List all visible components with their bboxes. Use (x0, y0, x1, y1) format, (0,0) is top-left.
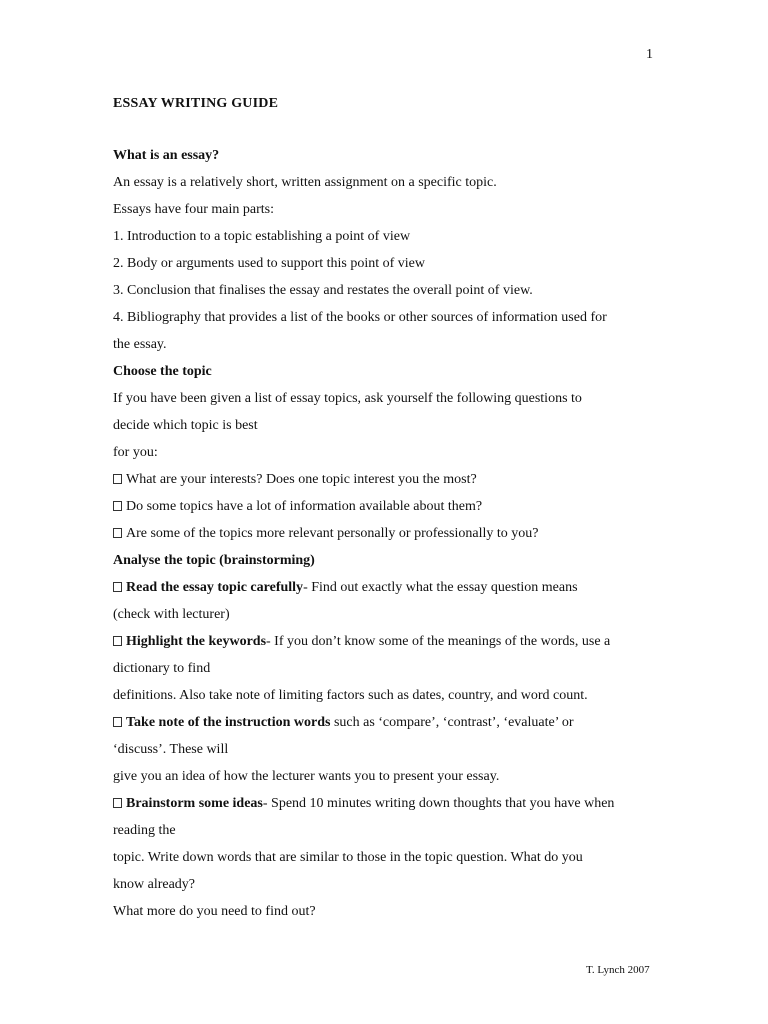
document-body (113, 90, 653, 925)
footer-credit: T. Lynch 2007 (586, 964, 650, 976)
paragraph-line: the essay. (113, 337, 167, 352)
bullet-text: What are your interests? Does one topic interest you the most? (126, 472, 477, 487)
paragraph-line: reading the (113, 823, 176, 838)
section-heading-analyse: Analyse the topic (brainstorming) (113, 553, 315, 568)
bullet-text: - Find out exactly what the essay question means (303, 580, 578, 595)
paragraph-line: for you: (113, 445, 158, 460)
bullet-text: - If you don’t know some of the meanings of the words, use a (266, 634, 611, 649)
paragraph-line: definitions. Also take note of limiting factors such as dates, country, and word count. (113, 688, 588, 703)
bullet-item (113, 493, 653, 520)
paragraph-line: dictionary to find (113, 661, 211, 676)
list-item: 3. Conclusion that finalises the essay and restates the overall point of view. (113, 283, 533, 298)
bullet-text: Do some topics have a lot of information available about them? (126, 499, 483, 514)
bullet-lead: Brainstorm some ideas (126, 796, 263, 811)
bullet-item (113, 790, 653, 817)
bullet-text: such as ‘compare’, ‘contrast’, ‘evaluate’ or (330, 715, 574, 730)
bullet-text: - Spend 10 minutes writing down thoughts that you have when (262, 796, 615, 811)
bullet-item (113, 520, 653, 547)
document-title: ESSAY WRITING GUIDE (113, 96, 279, 111)
list-item: 4. Bibliography that provides a list of the books or other sources of information used for (113, 310, 607, 325)
paragraph-line: An essay is a relatively short, written assignment on a specific topic. (113, 175, 497, 190)
bullet-box-icon (113, 798, 122, 808)
bullet-box-icon (113, 501, 122, 511)
bullet-box-icon (113, 636, 122, 646)
paragraph-line: (check with lecturer) (113, 607, 230, 622)
bullet-box-icon (113, 717, 122, 727)
bullet-lead: Read the essay topic carefully (126, 580, 304, 595)
bullet-box-icon (113, 528, 122, 538)
list-item: 2. Body or arguments used to support this point of view (113, 256, 425, 271)
bullet-lead: Take note of the instruction words (126, 715, 331, 730)
bullet-item (113, 574, 653, 601)
section-heading-what-is: What is an essay? (113, 148, 220, 163)
page-number: 1 (646, 47, 653, 62)
paragraph-line: know already? (113, 877, 196, 892)
paragraph-line: Essays have four main parts: (113, 202, 274, 217)
paragraph-line: If you have been given a list of essay topics, ask yourself the following questions to (113, 391, 582, 406)
bullet-item (113, 709, 653, 736)
bullet-item (113, 466, 653, 493)
list-item: 1. Introduction to a topic establishing a point of view (113, 229, 411, 244)
bullet-item (113, 628, 653, 655)
bullet-box-icon (113, 582, 122, 592)
section-heading-choose: Choose the topic (113, 364, 212, 379)
paragraph-line: decide which topic is best (113, 418, 258, 433)
bullet-lead: Highlight the keywords (126, 634, 267, 649)
paragraph-line: ‘discuss’. These will (113, 742, 229, 757)
paragraph-line: topic. Write down words that are similar to those in the topic question. What do you (113, 850, 583, 865)
bullet-text: Are some of the topics more relevant personally or professionally to you? (126, 526, 539, 541)
bullet-box-icon (113, 474, 122, 484)
paragraph-line: What more do you need to find out? (113, 904, 316, 919)
paragraph-line: give you an idea of how the lecturer wants you to present your essay. (113, 769, 500, 784)
